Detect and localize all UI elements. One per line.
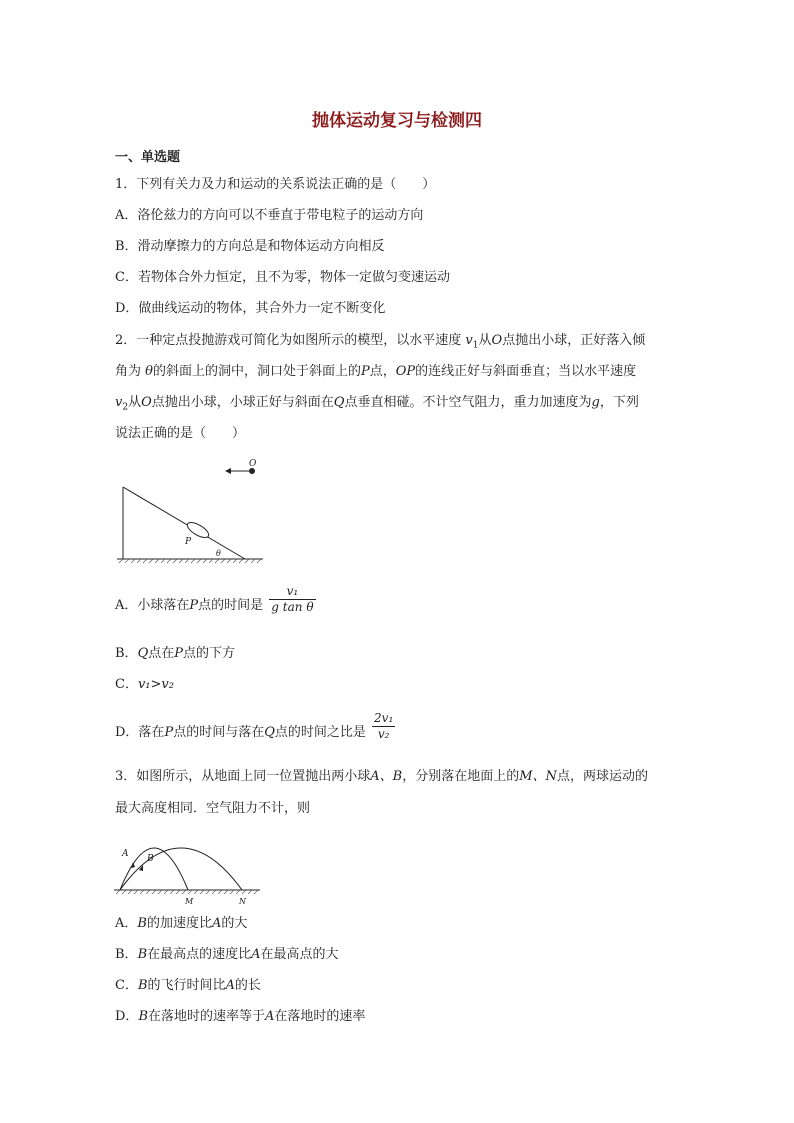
question-3-line-2: 最大高度相同．空气阻力不计，则 [115, 801, 311, 816]
label-m: M [185, 897, 194, 906]
incline-line [123, 487, 245, 559]
label-a: A [122, 849, 129, 859]
question-2-line-4: 说法正确的是（ ） [115, 426, 246, 441]
trajectory-figure [112, 832, 262, 908]
question-3-option-c: C．B的飞行时间比A的长 [115, 978, 261, 993]
label-p: P [185, 537, 192, 547]
arrow-head [225, 468, 231, 474]
question-2-option-c: C．v₁>v₂ [115, 677, 174, 692]
fraction-d: $\frac{\text{2v₁}}{\text{v₂}}$ [374, 711, 394, 741]
arrow-a [131, 862, 135, 868]
question-3-option-a: A．B的加速度比A的大 [115, 916, 248, 931]
question-1-option-b: B．滑动摩擦力的方向总是和物体运动方向相反 [115, 239, 385, 254]
question-1-option-d: D．做曲线运动的物体，其合外力一定不断变化 [115, 301, 386, 316]
question-3-option-d: D．B在落地时的速率等于A在落地时的速率 [115, 1009, 366, 1024]
question-2-option-a: A．小球落在P点的时间是 $\frac{\text{v₁}}{\text{g tan θ}}$ [115, 584, 314, 614]
question-2-line-3: $v_2$从O点抛出小球，小球正好与斜面在Q点垂直相碰。不计空气阻力，重力加速度为g，下列 [115, 395, 639, 413]
question-2-option-d: D．落在P点的时间与落在Q点的时间之比是 $\frac{\text{2v₁}}{\text{v₂}}$ [115, 711, 394, 741]
fraction-a: $\frac{\text{v₁}}{\text{g tan θ}}$ [271, 584, 314, 614]
ground-hatching [119, 559, 261, 563]
question-3-option-b: B．B在最高点的速度比A在最高点的大 [115, 947, 339, 962]
question-2-option-b: B．Q点在P点的下方 [115, 646, 236, 661]
trajectory-b [120, 848, 242, 890]
question-1-option-a: A．洛伦兹力的方向可以不垂直于带电粒子的运动方向 [115, 208, 424, 223]
question-3-line-1: 3．如图所示，从地面上同一位置抛出两小球A、B，分别落在地面上的M、N点，两球运动的 [115, 769, 648, 784]
label-n: N [239, 897, 246, 906]
incline-figure [115, 455, 265, 567]
page-title: 抛体运动复习与检测四 [312, 111, 482, 131]
label-b: B [147, 854, 154, 864]
label-o: O [249, 459, 257, 469]
question-2-line-2: 角为 θ的斜面上的洞中，洞口处于斜面上的P点，OP的连线正好与斜面垂直；当以水平速度 [115, 364, 637, 379]
question-1-stem: 1．下列有关力及力和运动的关系说法正确的是（ ） [115, 177, 436, 192]
label-theta: θ [216, 549, 221, 558]
question-1-option-c: C．若物体合外力恒定，且不为零，物体一定做匀变速运动 [115, 270, 450, 285]
question-2-line-1: 2．一种定点投抛游戏可简化为如图所示的模型，以水平速度 $v_1$从O点抛出小球，正好落入倾 [115, 333, 646, 351]
section-heading: 一、单选题 [115, 150, 181, 165]
trajectory-a [120, 848, 188, 890]
ground-hatching [116, 890, 258, 894]
